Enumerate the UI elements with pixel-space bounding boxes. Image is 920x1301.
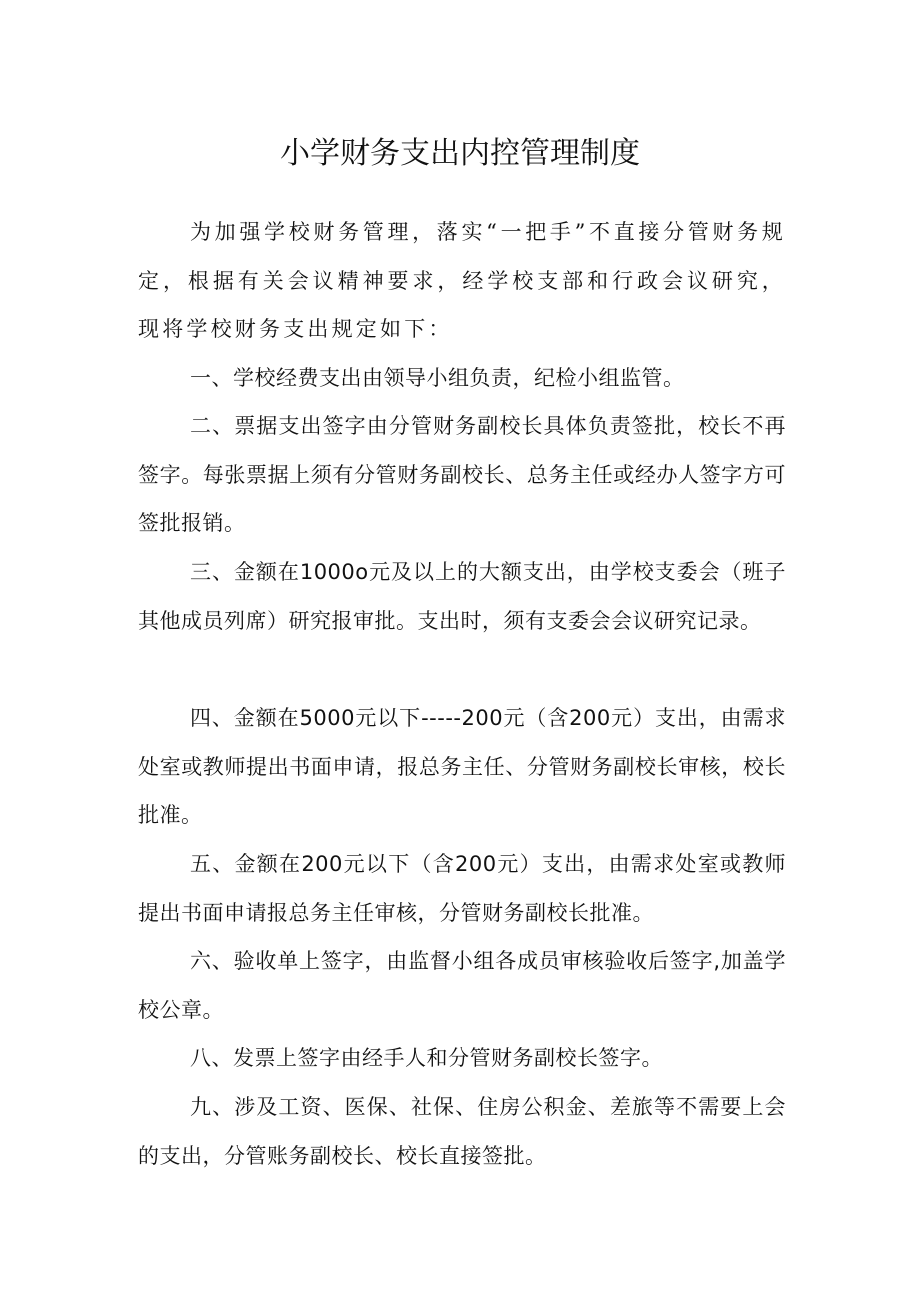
document-title: 小学财务支出内控管理制度 bbox=[280, 136, 640, 171]
rule-item-8: 八、发票上签字由经手人和分管财务副校长签字。 bbox=[190, 1046, 663, 1070]
rule-item-3: 三、金额在1000o元及以上的大额支出，由学校支委会（班子其他成员列席）研究报审批。支出时，须有支委会会议研究记录。 bbox=[138, 560, 786, 633]
rule-item-4: 四、金额在5000元以下-----200元（含200元）支出，由需求处室或教师提出书面申请，报总务主任、分管财务副校长审核，校长批准。 bbox=[138, 706, 786, 827]
rule-item-1: 一、学校经费支出由领导小组负责，纪检小组监管。 bbox=[190, 366, 685, 390]
rule-item-5: 五、金额在200元以下（含200元）支出，由需求处室或教师提出书面申请报总务主任审核，分管财务副校长批准。 bbox=[138, 852, 786, 925]
intro-paragraph: 为加强学校财务管理，落实“一把手”不直接分管财务规定，根据有关会议精神要求，经学校支部和行政会议研究，现将学校财务支出规定如下： bbox=[138, 220, 786, 341]
rule-item-2: 二、票据支出签字由分管财务副校长具体负责签批，校长不再签字。每张票据上须有分管财务副校长、总务主任或经办人签字方可签批报销。 bbox=[138, 414, 786, 535]
rule-item-9: 九、涉及工资、医保、社保、住房公积金、差旅等不需要上会的支出，分管账务副校长、校长直接签批。 bbox=[138, 1095, 786, 1168]
rule-item-6: 六、验收单上签字，由监督小组各成员审核验收后签字,加盖学校公章。 bbox=[138, 949, 786, 1022]
